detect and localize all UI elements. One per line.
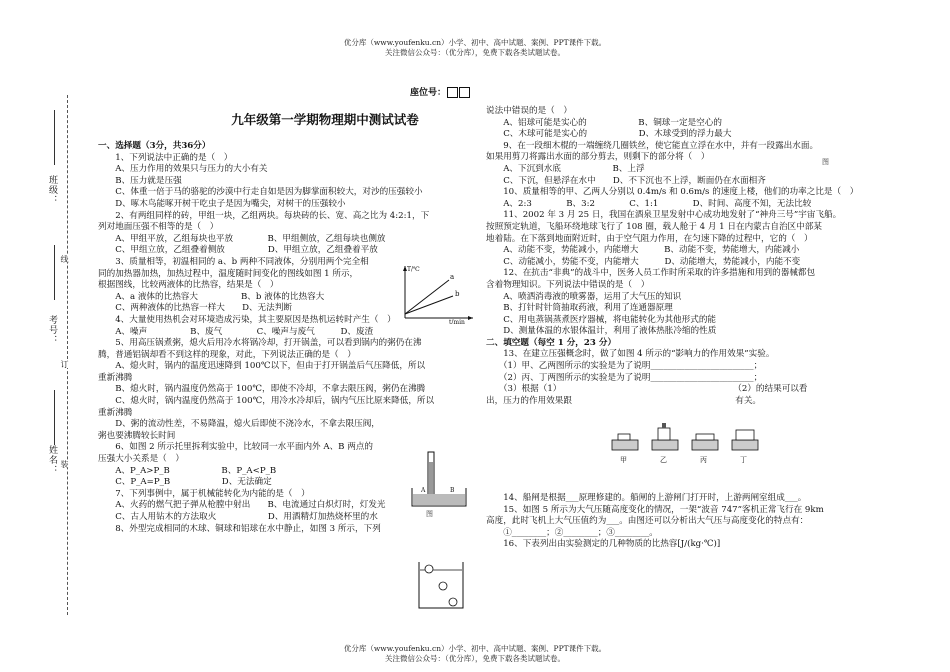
class-label: 班级： [47, 175, 57, 205]
question-line: 重新沸腾 [98, 372, 133, 383]
question-line: 9、在一段细木棍的一端缠绕几圈铁丝，使它能直立浮在水中，并有一段露出水面。 [486, 140, 819, 151]
question-line: 3、质量相等，初温相同的 a、b 两种不同液体，分别用两个完全相 [98, 256, 369, 267]
question-line: 8、外型完成相同的木球、铜球和铝球在水中静止，如图 3 所示，下列 [98, 523, 381, 534]
question-line: D、粥的流动性差，不易降温，熄火后即使不浇冷水，不拿去限压阀， [98, 419, 380, 430]
figure-2-caption: 图 [426, 510, 433, 518]
question-line: 高度，此时飞机上大气压值约为___。由图还可以分析出大气压与高度变化的特点有： [486, 516, 809, 527]
binding-word-ding: 订 [60, 360, 69, 368]
question-line: A、压力作用的效果只与压力的大小有关 [98, 164, 268, 175]
exam-id-label: 考号： [47, 315, 57, 345]
question-line: 2、有两组同样的砖，甲组一块，乙组两块。每块砖的长、宽、高之比为 4:2:1，下 [98, 210, 430, 221]
question-line: A、2:3 B、3:2 C、1:1 D、时间、高度不知，无法比较 [486, 198, 812, 209]
binding-margin [4, 0, 84, 672]
fig2-point-b: B [450, 487, 455, 494]
question-line: 含着物理知识。下列说法中错误的是（ ） [486, 279, 650, 290]
question-line: 7、下列事例中，属于机械能转化为内能的是（ ） [98, 488, 310, 499]
question-line: C、体重一倍于马的骆驼的沙漠中行走自如是因为脚掌面积较大，对沙的压强较小 [98, 187, 423, 198]
question-line: 14、船闸是根据___原理修建的。船闸的上游闸门打开时，上游两闸室组成___。 [486, 493, 807, 503]
question-line: 5、用高压锅煮粥，熄火后用冷水将锅冷却，打开锅盖，可以看到锅内的粥仍在沸 [98, 338, 422, 349]
question-line: D、啄木鸟能啄开树干吃虫子是因为嘴尖，对树干的压强较小 [98, 198, 346, 209]
question-line: 如果用剪刀将露出水面的部分剪去，则剩下的部分将（ ） [486, 152, 710, 163]
question-line: 4、大量使用热机会对环境造成污染，其主要原因是热机运转时产生（ ） [98, 314, 396, 325]
name-underline [54, 390, 55, 445]
question-line: 出，压力的作用效果跟 有关。 [486, 395, 762, 406]
question-line: 压强大小关系是（ ） [98, 454, 184, 465]
question-line: D、测量体温的水银体温计，利用了液体热胀冷缩的性质 [486, 326, 717, 337]
question-line: 列对地面压强不相等的是（ ） [98, 222, 219, 233]
seat-box[interactable] [447, 87, 458, 98]
figure-2-torricelli [408, 450, 470, 508]
figure-caption-q9: 图 [822, 158, 829, 166]
figure-1-graph [397, 262, 477, 324]
question-line: 12、在抗击“非典”的战斗中，医务人员工作时所采取的许多措施和用到的器械都包 [486, 268, 816, 279]
question-line: 说法中错误的是（ ） [486, 106, 572, 116]
class-underline [54, 110, 55, 165]
question-line: A、噪声 B、废气 C、噪声与废气 D、废渣 [98, 326, 374, 337]
question-line: C、木球可能是实心的 D、木球受到的浮力最大 [486, 129, 732, 140]
fig4-label-ding: 丁 [740, 456, 747, 464]
footer-line-2: 关注微信公众号：（优分库），免费下载各类试题试卷。 [385, 654, 565, 663]
question-line: 10、质量相等的甲、乙两人分别以 0.4m/s 和 0.6m/s 的速度上楼，他们的功率之比是（ ） [486, 187, 859, 198]
question-line: 同的加热器加热，加热过程中，温度随时间变化的图线如图 1 所示， [98, 268, 359, 279]
question-line: C、动能减小，势能不变，内能增大 D、动能增大，势能减小，内能不变 [486, 256, 801, 267]
exam-id-underline [54, 245, 55, 300]
question-line: A、P_A>P_B B、P_A<P_B [98, 465, 277, 476]
question-line: A、火药的燃气把子弹从枪膛中射出 B、电流通过白炽灯时，灯发光 [98, 500, 386, 511]
question-line: 粥也要沸腾较长时间 [98, 430, 176, 441]
name-label: 姓名： [47, 445, 57, 475]
right-column-lower [486, 493, 906, 551]
fig4-label-jia: 甲 [620, 456, 627, 464]
question-line: C、古人用钻木的方法取火 D、用酒精灯加热烧杯里的水 [98, 512, 378, 522]
question-line: C、两种液体的比热容一样大 D、无法判断 [98, 303, 292, 314]
question-line: A、下沉到水底 B、上浮 [486, 163, 645, 174]
question-line: 重新沸腾 [98, 407, 133, 418]
binding-word-zhuang: 装 [60, 460, 69, 468]
question-line: 根据图线，比较两液体的比热容，结果是（ ） [98, 280, 279, 291]
right-column [486, 106, 906, 407]
binding-dashed-line [67, 95, 68, 615]
binding-word-line: 线 [60, 255, 69, 263]
question-line: （2）丙、丁两图所示的实验是为了说明________________________； [486, 372, 763, 383]
header-line-2: 关注微信公众号：（优分库），免费下载各类试题试卷。 [385, 48, 565, 57]
question-line: 16、下表列出由实验测定的几种物质的比热容[J/(kg·℃)] [486, 539, 721, 550]
question-line: 腾，普通铝锅却看不到这样的现象，对此，下列说法正确的是（ ） [98, 349, 356, 360]
question-line: （1）甲、乙两图所示的实验是为了说明________________________； [486, 361, 763, 372]
question-line: C、熄火时，锅内温度仍然高于 100℃，用冷水冷却后，锅内气压比原来降低，所以 [98, 396, 435, 407]
question-line: 11、2002 年 3 月 25 日，我国在酒泉卫星发射中心成功地发射了“神舟三号”宇宙飞船。 [486, 210, 842, 221]
question-line: 一、选择题（3分，共36分） [98, 141, 211, 151]
seat-label: 座位号： [410, 88, 447, 98]
question-line: 13、在建立压强概念时，做了如图 4 所示的“影响力的作用效果”实验。 [486, 349, 775, 360]
question-line: 二、填空题（每空 1 分，23 分） [486, 337, 617, 348]
question-line: B、压力就是压强 [98, 175, 182, 186]
figure-4-pressure [608, 420, 768, 464]
question-line: A、a 液体的比热容大 B、b 液体的比热容大 [98, 291, 325, 302]
question-line: C、甲组立放，乙组叠着侧放 D、甲组立放，乙组叠着平放 [98, 245, 378, 256]
question-line: C、下沉，但悬浮在水中 D、不下沉也不上浮，断面仍在水面相齐 [486, 175, 766, 186]
question-line: 地着陆。在下落到地面附近时，由于空气阻力作用，在匀速下降的过程中，它的（ ） [486, 233, 813, 244]
fig2-point-a: A [421, 487, 426, 494]
page-title: 九年级第一学期物理期中测试试卷 [231, 112, 419, 127]
question-line: 1、下列说法中正确的是（ ） [98, 152, 233, 163]
footer-line-1: 优分库（www.youfenku.cn）小学、初中、高中试题、案例、PPT课件下载。 [343, 644, 607, 653]
fig4-label-yi: 乙 [660, 456, 667, 464]
question-line: B、熄火时，锅内温度仍然高于 100℃，即使不冷却，不拿去限压阀，粥仍在沸腾 [98, 384, 426, 395]
fig1-xlabel: t/min [449, 319, 465, 324]
question-line: B、打针时针筒抽取药液，利用了连通器原理 [486, 303, 673, 314]
question-line: A、动能不变，势能减小，内能增大 B、动能不变，势能增大，内能减小 [486, 245, 800, 256]
fig1-line-a: a [450, 273, 455, 281]
question-line: A、铝球可能是实心的 B、铜球一定是空心的 [486, 117, 722, 128]
seat-number [410, 85, 470, 98]
question-line: A、熄火时，锅内的温度迅速降到 100℃以下，但由于打开锅盖后气压降低，所以 [98, 361, 426, 372]
figure-3-balls [417, 560, 465, 610]
seat-box[interactable] [459, 87, 470, 98]
copper-ball [449, 598, 457, 606]
fig1-line-b: b [455, 290, 460, 298]
question-line: A、甲组平放，乙组每块也平放 B、甲组侧放，乙组每块也侧放 [98, 233, 386, 244]
question-line: ①________；②________；③________。 [486, 527, 658, 538]
fig4-label-bing: 丙 [700, 456, 707, 464]
question-line: C、P_A=P_B D、无法确定 [98, 477, 272, 488]
question-line: （3）根据（1） （2）的结果可以看 [486, 384, 808, 395]
wood-ball [425, 565, 433, 573]
header-line-1: 优分库（www.youfenku.cn）小学、初中、高中试题、案例、PPT课件下载。 [343, 38, 607, 47]
aluminum-ball [439, 582, 447, 590]
fig1-ylabel: T/℃ [407, 266, 420, 273]
question-line: 按照预定轨道，飞船环绕地球飞行了 108 圈，载人舱于 4 月 1 日在内蒙古自治区中部某 [486, 221, 822, 232]
question-line: C、用电蒸锅蒸煮医疗器械，将电能转化为其他形式的能 [486, 314, 717, 325]
question-line: 6、如图 2 所示托里拆利实验中，比较同一水平面内外 A、B 两点的 [98, 442, 374, 453]
question-line: 15、如图 5 所示为大气压随高度变化的情况，一架“波音 747”客机正常飞行在 9km [486, 504, 824, 515]
question-line: A、喷洒消毒液的喷雾器，运用了大气压的知识 [486, 291, 682, 302]
